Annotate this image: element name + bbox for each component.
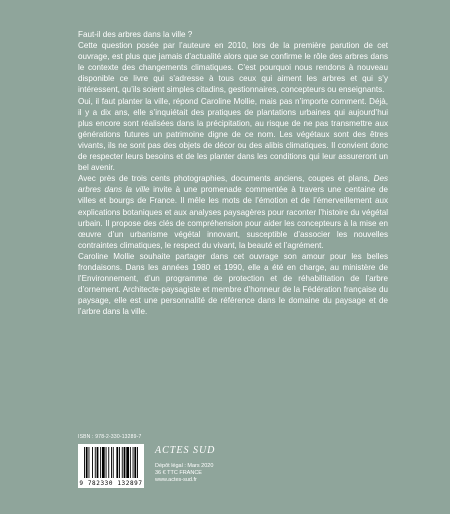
opening-question: Faut-il des arbres dans la ville ? [78,30,193,39]
barcode-bar [111,447,112,478]
paragraph-author-bio: Caroline Mollie souhaite partager dans cet ouvrage son amour pour les belles frondaisons. Dans les années 1980 et 1990, elle a été en charge, au ministère de l’Environnement, d’un programme de protection et de réhabilitation de l’arbre d’ornement. Architecte-paysagiste et membre d’honneur de la Fédération française du paysage, elle est une personnalité de référence dans le domaine du paysage et de l’arbre dans la ville. [78,251,388,317]
barcode-bar [89,447,90,478]
price: 36 € TTC FRANCE [155,470,202,477]
back-cover-text [78,29,388,317]
legal-deposit: Dépôt légal : Mars 2020 [155,463,214,469]
barcode-bar [119,447,120,478]
barcode-bar [134,447,136,478]
barcode-bar [126,447,129,478]
barcode-bars [78,444,144,480]
publisher-logo: ACTES SUD [155,445,216,456]
paragraph-intro: Cette question posée par l’auteure en 2010, lors de la première parution de cet ouvrage, est plus que jamais d’actualité alors que se confirme le rôle des arbres dans le contexte des changements climatiques. C’est pourquoi nous rendons à nouveau disponible ce livre qui s’adresse à tous ceux qui aiment les arbres et qui s’y intéressent, qu’ils soient simples citadins, gestionnaires, concepteurs ou enseignants. [78,41,388,95]
barcode [78,444,144,488]
publication-info [155,463,213,485]
barcode-bar [106,447,107,478]
website: www.actes-sud.fr [155,477,197,484]
isbn-text: ISBN : 978-2-330-13289-7 [78,434,142,440]
barcode-bar [84,447,85,478]
barcode-bar [100,447,101,478]
book-title: Des arbres dans la ville [78,174,388,195]
barcode-bar [137,447,138,478]
barcode-bar [124,447,126,478]
barcode-bar [108,447,109,478]
paragraph-book-content-start: Avec près de trois cents photographies, documents anciens, coupes et plans, [78,174,374,184]
barcode-bar [113,447,114,478]
barcode-bar [116,447,118,478]
paragraph-book-content [78,173,388,251]
barcode-bar [102,447,105,478]
barcode-bar [130,447,131,478]
barcode-bar [97,447,99,478]
barcode-bar [133,447,134,478]
paragraph-plant-the-city: Oui, il faut planter la ville, répond Caroline Mollie, mais pas n’importe comment. Déjà, il y a dix ans, elle s’inquiétait des pratiques de plantations urbaines qui aujourd’hui plus encore sont réalisées dans la précipitation, au risque de ne pas transmettre aux générations futures un patrimoine digne de ce nom. Les végétaux sont des êtres vivants, ils ne sont pas des objets de décor ou des alibis climatiques. Il convient donc de respecter leurs besoins et de les planter dans les conditions qui leur assureront un bel avenir. [78,96,388,173]
barcode-digits: 9 782330 132897 [79,480,143,487]
barcode-bar [86,447,88,478]
barcode-bar [95,447,96,478]
barcode-bar [122,447,123,478]
paragraph-book-content-end: invite à une promenade commentée à travers une centaine de villes et bourgs de France. Il mêle les mots de l’émotion et de l’émerveillement aux explications botaniques et aux analyses paysagères pour raconter l’histoire du végétal urbain. Il propose des clés de compréhension pour aider les concepteurs à la mise en œuvre d’un urbanisme végétal innovant, susceptible d’associer les nouvelles contraintes climatiques, le respect du vivant, la beauté et l’agrément. [78,185,388,250]
barcode-bar [92,447,93,478]
